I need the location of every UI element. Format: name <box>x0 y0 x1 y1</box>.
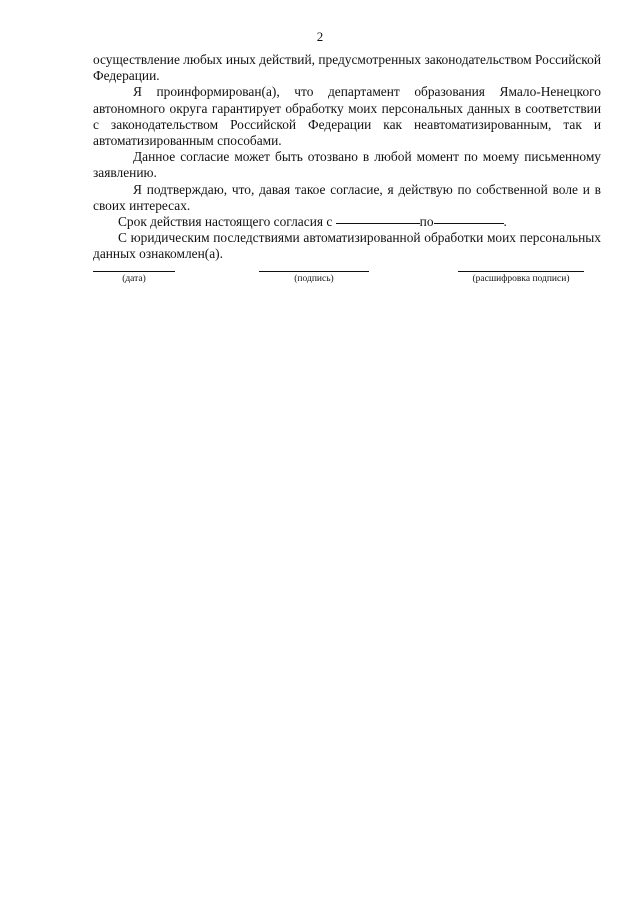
signature-field <box>259 262 369 285</box>
date-signature-field <box>93 262 175 285</box>
paragraph-revocation: Данное согласие может быть отозвано в любой момент по моему письменному заявлению. <box>93 149 601 181</box>
validity-middle: по <box>419 214 434 230</box>
paragraph-informed: Я проинформирован(а), что департамент образования Ямало-Ненецкого автономного округа гарантирует обработку моих персональных данных в соответствии с законодательством Российской Федерации как неавтоматизированным, так и автоматизированным способами. <box>93 84 601 149</box>
paragraph-acknowledgement: С юридическим последствиями автоматизированной обработки моих персональных данных ознакомлен(а). <box>93 230 601 262</box>
signature-decode-line[interactable] <box>458 262 584 272</box>
date-line[interactable] <box>93 262 175 272</box>
document-body <box>93 52 601 263</box>
signature-decode-field <box>458 262 584 285</box>
validity-prefix: Срок действия настоящего согласия с <box>118 214 333 230</box>
paragraph-validity-period <box>93 214 601 230</box>
signature-line[interactable] <box>259 262 369 272</box>
signature-block <box>0 262 640 292</box>
validity-start-blank[interactable] <box>336 222 420 224</box>
paragraph-confirmation: Я подтверждаю, что, давая такое согласие, я действую по собственной воле и в своих интересах. <box>93 181 601 213</box>
date-label: (дата) <box>122 274 146 284</box>
page-number: 2 <box>316 29 324 44</box>
paragraph-continuation: осуществление любых иных действий, предусмотренных законодательством Российской Федерации. <box>93 52 601 84</box>
signature-decode-label: (расшифровка подписи) <box>472 274 570 284</box>
validity-end-blank[interactable] <box>434 222 504 224</box>
signature-label: (подпись) <box>294 274 334 284</box>
validity-suffix: . <box>503 214 507 230</box>
